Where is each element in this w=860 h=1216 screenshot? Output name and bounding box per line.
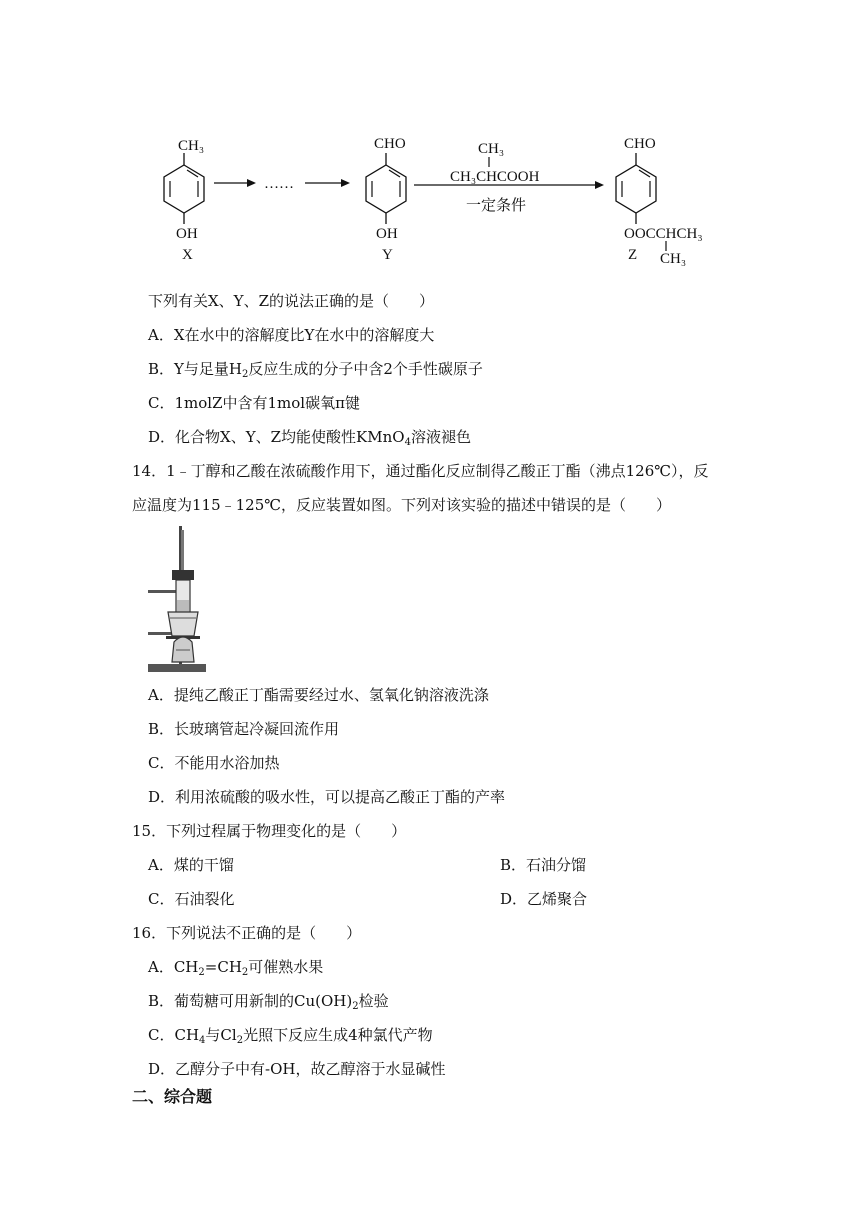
q14-option-d: D．利用浓硫酸的吸水性，可以提高乙酸正丁酯的产率 (148, 788, 506, 806)
y-bottom-group: OH (376, 226, 398, 242)
x-bottom-group: OH (176, 226, 198, 242)
q14-stem-line-2: 应温度为115﹣125℃，反应装置如图。下列对该实验的描述中错误的是（ ） (132, 496, 672, 514)
z-top-group: CHO (624, 136, 656, 152)
q15-option-c: C．石油裂化 (148, 890, 235, 908)
q14-option-a: A．提纯乙酸正丁酯需要经过水、氢氧化钠溶液洗涤 (148, 686, 489, 704)
molecule-x (164, 138, 204, 263)
x-label: X (182, 247, 193, 263)
ellipsis-dots: …… (264, 176, 294, 192)
reaction-condition: 一定条件 (466, 198, 527, 214)
q14-option-c: C．不能用水浴加热 (148, 754, 280, 772)
q16-option-c: C．$CH_4$与$Cl_2$光照下反应生成4种氯代产物 (148, 1026, 433, 1046)
q13-option-b: B．Y与足量$H_2$反应生成的分子中含2个手性碳原子 (148, 360, 483, 380)
z-bottom-group: OOCCHCH₃ (624, 226, 703, 242)
q13-option-d: D．化合物X、Y、Z均能使酸性KMnO$_4$溶液褪色 (148, 428, 471, 448)
x-top-group: CH₃ (178, 138, 205, 154)
q15-stem: 15．下列过程属于物理变化的是（ ） (132, 822, 407, 840)
q13-option-a: A．X在水中的溶解度比Y在水中的溶解度大 (148, 326, 435, 344)
reaction-scheme (0, 120, 860, 400)
z-label: Z (628, 247, 638, 263)
reagent-formula: CH₃CHCOOH (450, 169, 540, 185)
y-label: Y (382, 247, 393, 263)
q15-option-a: A．煤的干馏 (148, 856, 234, 874)
q16-option-b: B．葡萄糖可用新制的$Cu(OH)_2$检验 (148, 992, 389, 1012)
q13-stem: 下列有关X、Y、Z的说法正确的是（ ） (148, 292, 435, 310)
y-top-group: CHO (374, 136, 406, 152)
q14-option-b: B．长玻璃管起冷凝回流作用 (148, 720, 340, 738)
q15-option-d: D．乙烯聚合 (500, 890, 588, 908)
q15-option-b: B．石油分馏 (500, 856, 587, 874)
z-branch-group: CH₃ (660, 251, 687, 267)
reflux-apparatus-figure (146, 524, 216, 676)
q13-option-c: C．1molZ中含有1mol碳氧π键 (148, 394, 360, 412)
molecule-z (616, 136, 703, 267)
q16-option-d: D．乙醇分子中有-OH，故乙醇溶于水显碱性 (148, 1060, 446, 1078)
molecule-y (366, 136, 406, 263)
reagent-branch: CH₃ (478, 141, 505, 157)
q14-stem-line-1: 14．1﹣丁醇和乙酸在浓硫酸作用下，通过酯化反应制得乙酸正丁酯（沸点126℃），反 (132, 462, 709, 480)
q16-stem: 16．下列说法不正确的是（ ） (132, 924, 362, 942)
section-heading: 二、综合题 (132, 1087, 213, 1106)
q16-option-a: A．$CH_2=CH_2$可催熟水果 (148, 958, 324, 978)
